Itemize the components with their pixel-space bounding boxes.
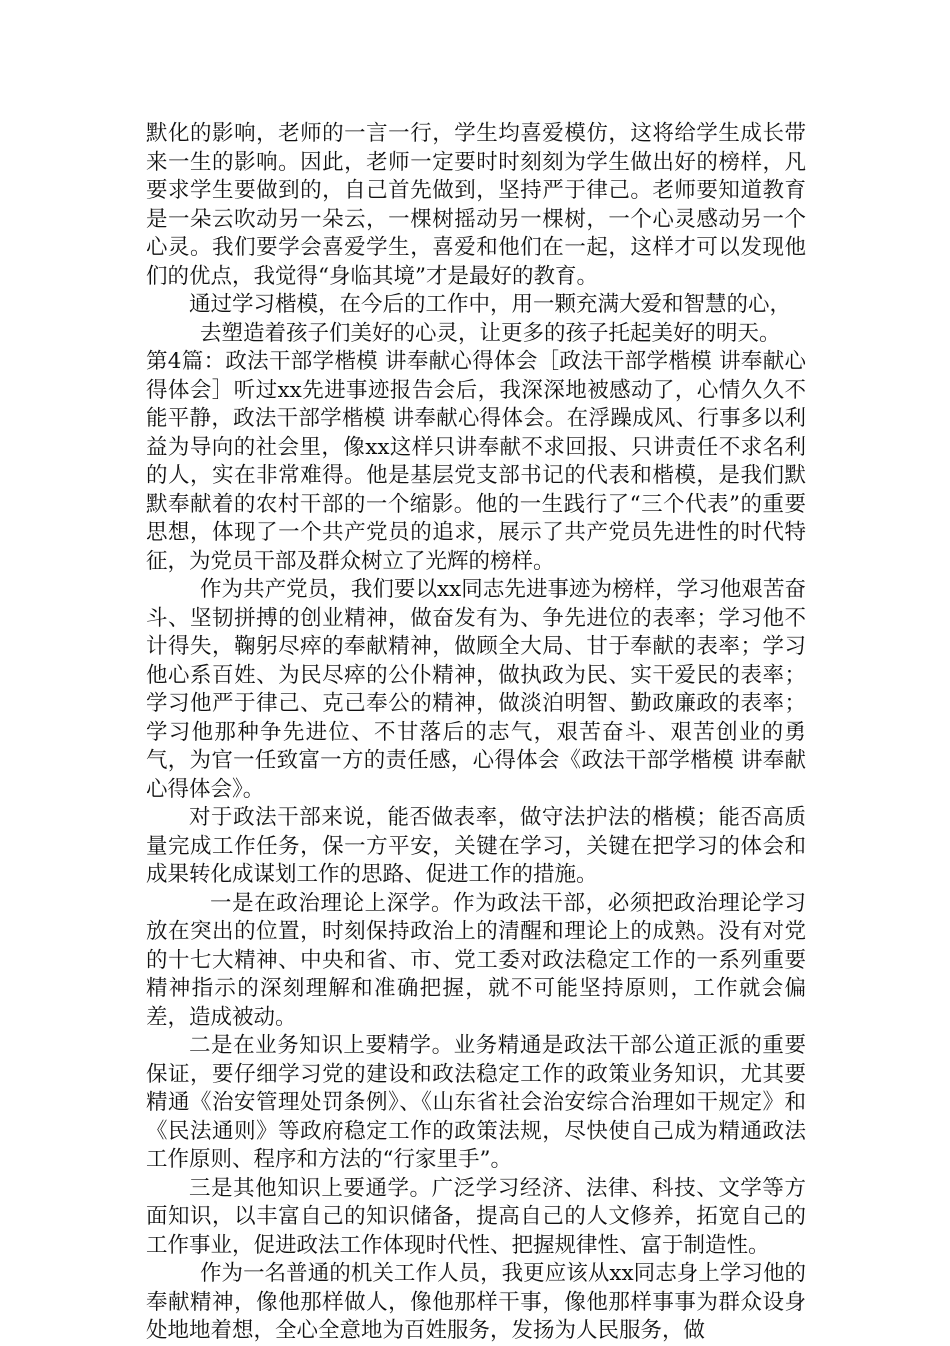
document-body	[146, 120, 806, 1346]
paragraph-7: 一是在政治理论上深学。作为政法干部，必须把政治理论学习放在突出的位置，时刻保持政治上的清醒和理论上的成熟。没有对党的十七大精神、中央和省、市、党工委对政法稳定工作的一系列重要精神指示的深刻理解和准确把握，就不可能坚持原则，工作就会偏差，造成被动。	[146, 890, 806, 1030]
paragraph-9: 三是其他知识上要通学。广泛学习经济、法律、科技、文学等方面知识，以丰富自己的知识储备，提高自己的人文修养，拓宽自己的工作事业，促进政法工作体现时代性、把握规律性、富于制造性。	[146, 1175, 806, 1258]
paragraph-2: 通过学习楷模，在今后的工作中，用一颗充满大爱和智慧的心，	[189, 292, 792, 317]
paragraph-3: 去塑造着孩子们美好的心灵，让更多的孩子托起美好的明天。	[200, 320, 781, 346]
paragraph-article-4-heading: 第4篇：政法干部学楷模 讲奉献心得体会［政法干部学楷模 讲奉献心得体会］听过xx先进事迹报告会后，我深深地被感动了，心情久久不能平静，政法干部学楷模 讲奉献心得体会。在浮躁成风、行事多以利益为导向的社会里，像xx这样只讲奉献不求回报、只讲责任不求名利的人，实在非常难得。他是基层党支部书记的代表和楷模，是我们默默奉献着的农村干部的一个缩影。他的一生践行了“三个代表”的重要思想，体现了一个共产党员的追求，展示了共产党员先进性的时代特征，为党员干部及群众树立了光辉的榜样。	[146, 349, 806, 574]
paragraph-5: 作为共产党员，我们要以xx同志先进事迹为榜样，学习他艰苦奋斗、坚韧拼搏的创业精神，做奋发有为、争先进位的表率；学习他不计得失，鞠躬尽瘁的奉献精神，做顾全大局、甘于奉献的表率；学习他心系百姓、为民尽瘁的公仆精神，做执政为民、实干爱民的表率；学习他严于律己、克己奉公的精神，做淡泊明智、勤政廉政的表率；学习他那种争先进位、不甘落后的志气，艰苦奋斗、艰苦创业的勇气，为官一任致富一方的责任感，心得体会《政法干部学楷模 讲奉献心得体会》。	[146, 577, 806, 802]
paragraph-6: 对于政法干部来说，能否做表率，做守法护法的楷模；能否高质量完成工作任务，保一方平安，关键在学习，关键在把学习的体会和成果转化成谋划工作的思路、促进工作的措施。	[146, 805, 806, 887]
paragraph-10: 作为一名普通的机关工作人员，我更应该从xx同志身上学习他的奉献精神，像他那样做人，像他那样干事，像他那样事事为群众设身处地地着想，全心全意地为百姓服务，发扬为人民服务，做	[146, 1261, 806, 1343]
paragraph-8: 二是在业务知识上要精学。业务精通是政法干部公道正派的重要保证，要仔细学习党的建设和政法稳定工作的政策业务知识，尤其要精通《治安管理处罚条例》、《山东省社会治安综合治理如干规定》和《民法通则》等政府稳定工作的政策法规，尽快使自己成为精通政法工作原则、程序和方法的“行家里手”。	[146, 1033, 806, 1172]
paragraph-1: 默化的影响，老师的一言一行，学生均喜爱模仿，这将给学生成长带来一生的影响。因此，老师一定要时时刻刻为学生做出好的榜样，凡要求学生要做到的，自己首先做到，坚持严于律己。老师要知道教育是一朵云吹动另一朵云，一棵树摇动另一棵树，一个心灵感动另一个心灵。我们要学会喜爱学生，喜爱和他们在一起，这样才可以发现他们的优点，我觉得“身临其境”才是最好的教育。	[146, 121, 806, 289]
